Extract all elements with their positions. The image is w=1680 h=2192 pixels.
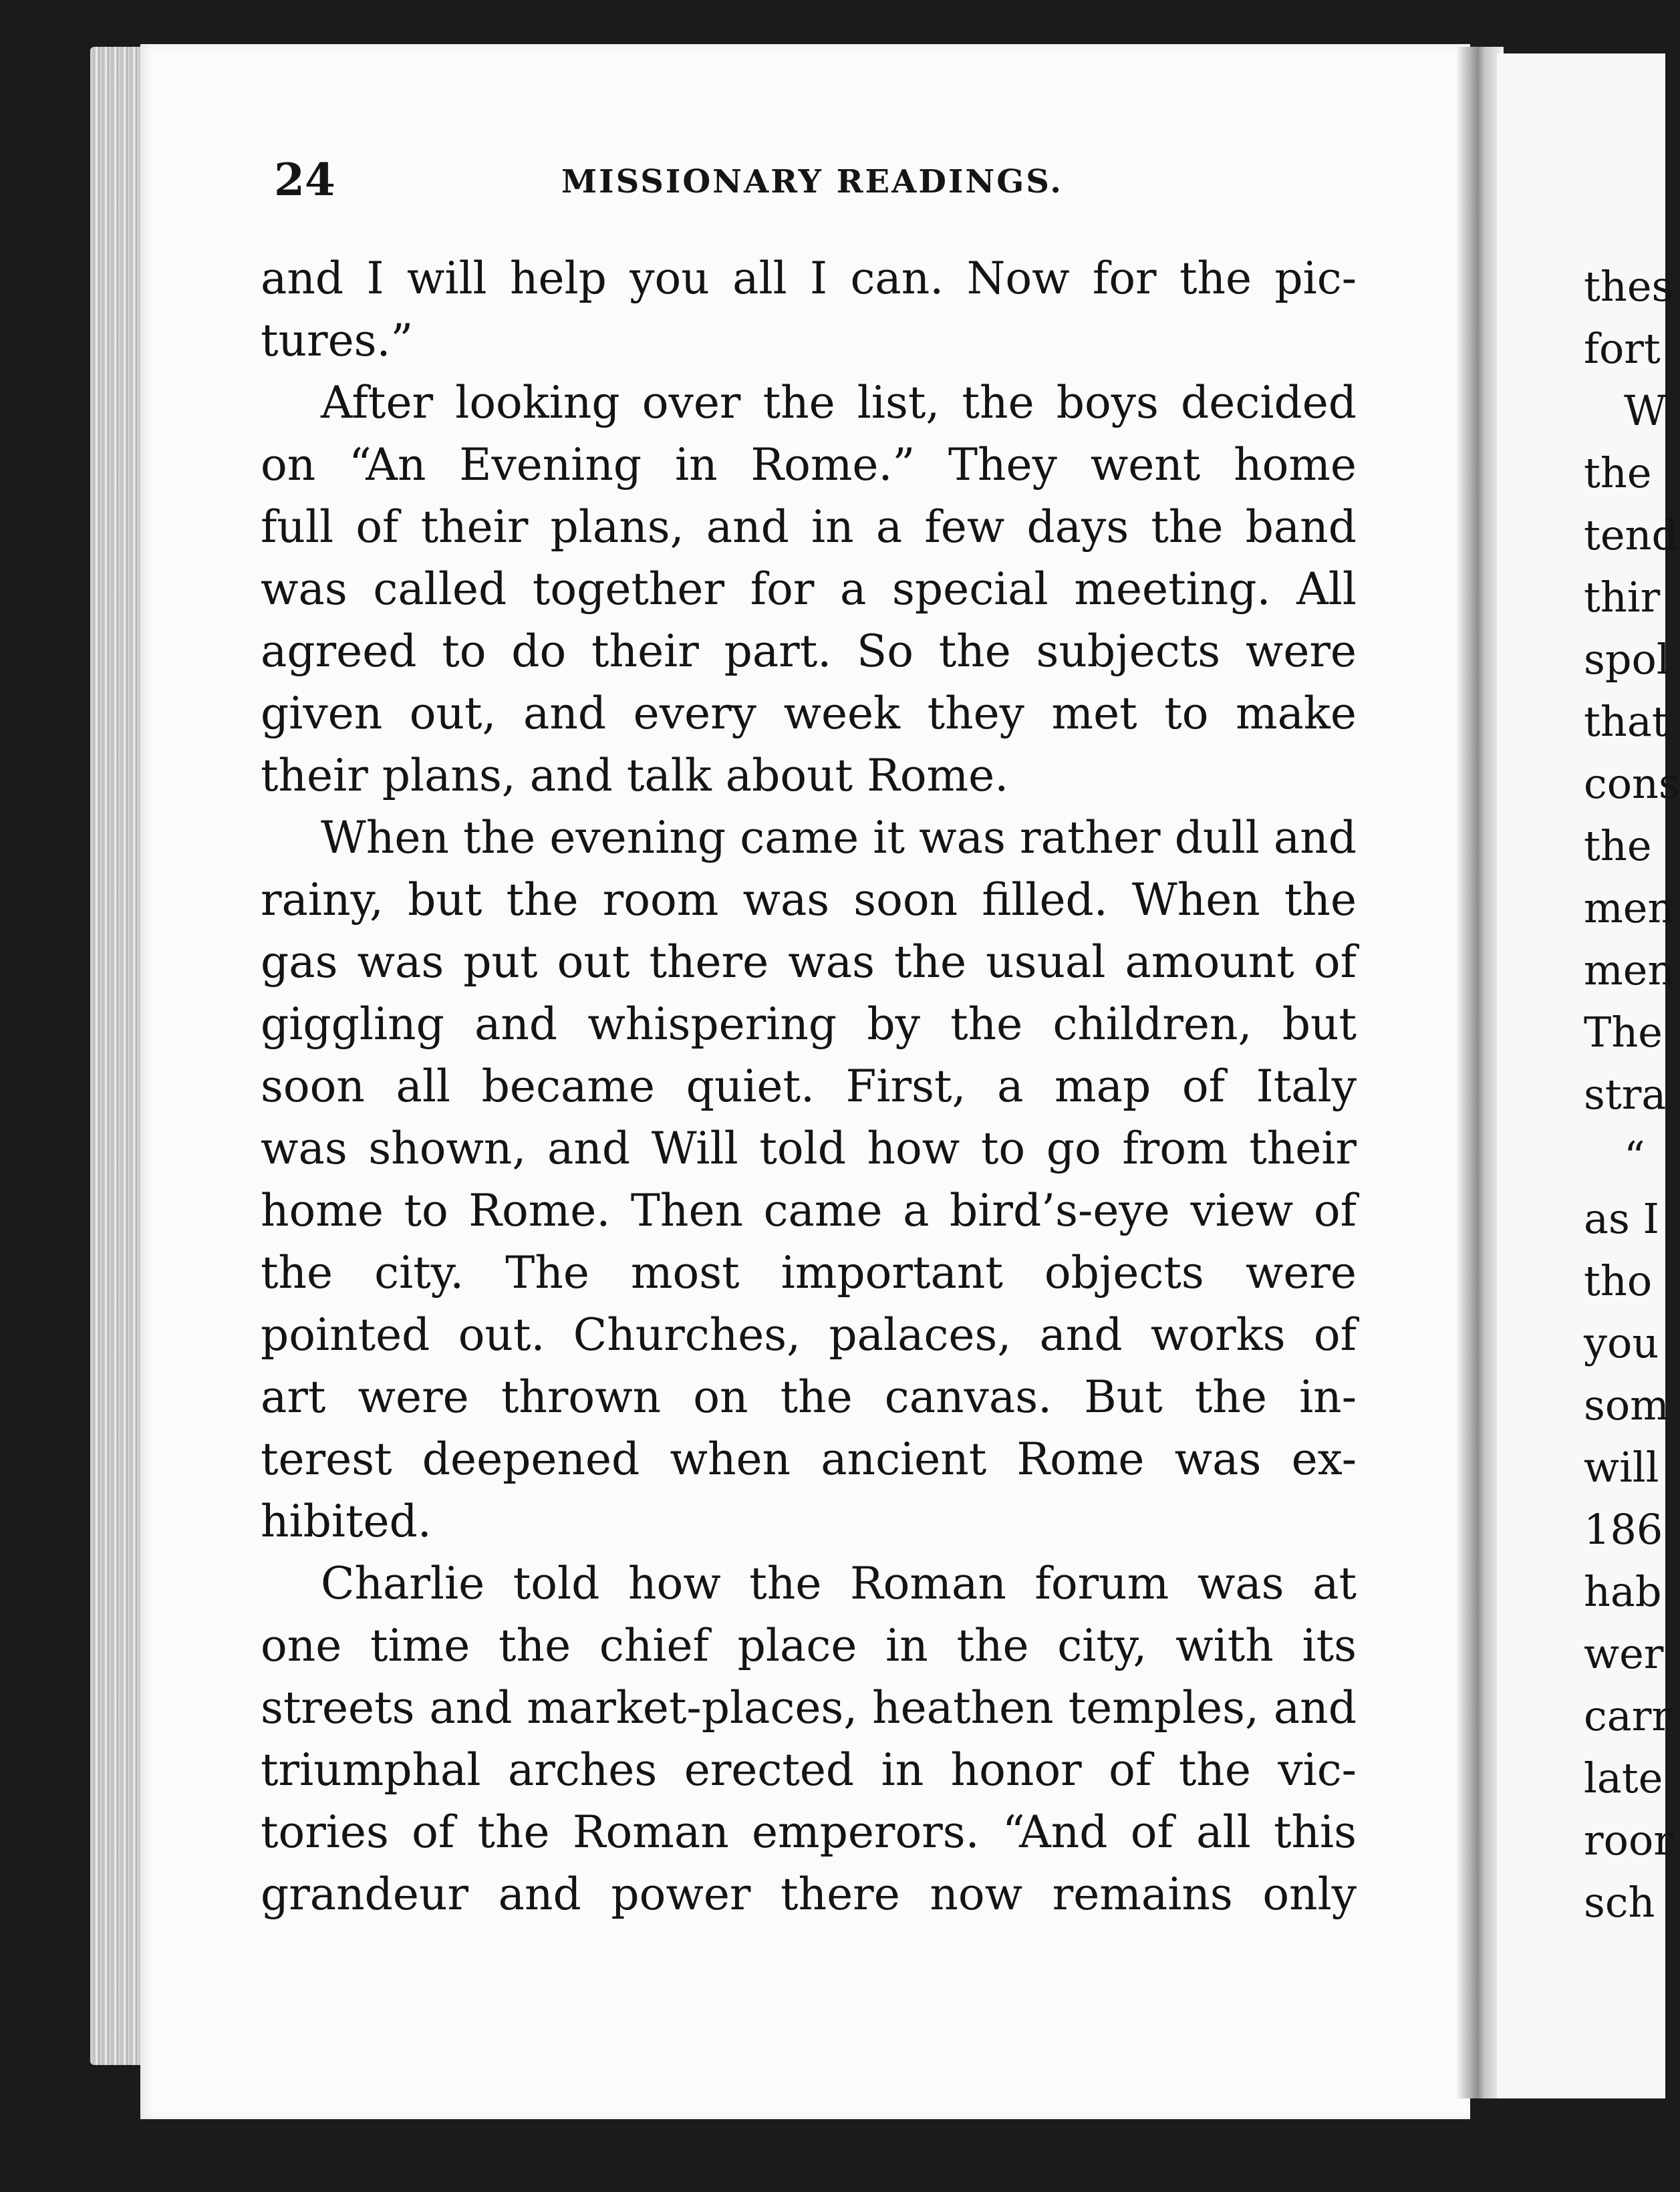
text-line: was called together for a special meeting. All [261,563,1357,615]
facing-line: spol [1584,635,1670,684]
text-line: was shown, and Will told how to go from their [261,1123,1357,1174]
text-line: home to Rome. Then came a bird’s-eye view of [261,1185,1357,1236]
facing-line: late [1584,1754,1663,1802]
facing-line: wer [1584,1629,1664,1678]
facing-line: hab [1584,1567,1662,1616]
text-line: on “An Evening in Rome.” They went home [261,439,1357,491]
facing-page-text [1584,255,1680,1933]
facing-line: som [1584,1381,1669,1429]
facing-line: carr [1584,1691,1671,1740]
text-line: art were thrown on the canvas. But the in- [261,1371,1357,1423]
facing-line: thir [1584,573,1661,622]
facing-line: tho [1584,1256,1653,1305]
facing-line: roor [1584,1816,1673,1865]
facing-line: tend [1584,511,1679,559]
facing-line: as I [1584,1194,1659,1243]
facing-line: fort [1584,324,1661,373]
text-line: pointed out. Churches, palaces, and works of [261,1309,1357,1361]
text-line: Charlie told how the Roman forum was at [321,1558,1357,1609]
facing-line: you [1584,1319,1659,1367]
text-line: and I will help you all I can. Now for the pic- [261,253,1357,304]
facing-line: stra [1584,1070,1667,1119]
text-line: gas was put out there was the usual amount of [261,936,1357,988]
body-text [261,247,1357,1925]
page-number: 24 [274,154,335,206]
text-line: rainy, but the room was soon filled. When the [261,874,1357,926]
facing-line: The [1584,1008,1663,1057]
text-line: their plans, and talk about Rome. [261,750,1009,801]
facing-line: men [1584,946,1675,994]
facing-line: “ [1624,1132,1645,1181]
text-line: one time the chief place in the city, with its [261,1620,1357,1671]
facing-line: W [1624,386,1667,435]
text-line: tures.” [261,315,414,366]
text-line: tories of the Roman emperors. “And of all this [261,1806,1357,1858]
text-line: full of their plans, and in a few days the band [261,501,1357,553]
facing-line: cons [1584,759,1680,808]
facing-line: the [1584,821,1652,870]
page-stack-edge [90,47,144,2065]
text-line: terest deepened when ancient Rome was ex- [261,1433,1357,1485]
facing-line: that [1584,697,1669,746]
running-head: MISSIONARY READINGS. [561,163,1063,200]
text-line: given out, and every week they met to make [261,688,1357,739]
text-line: agreed to do their part. So the subjects were [261,626,1357,677]
facing-line: will [1584,1443,1659,1492]
text-line: the city. The most important objects were [261,1247,1357,1298]
facing-line: sch [1584,1878,1655,1927]
text-line: When the evening came it was rather dull and [321,812,1357,863]
facing-line: the [1584,448,1652,497]
text-line: triumphal arches erected in honor of the vic- [261,1744,1357,1796]
facing-line: 186 [1584,1505,1663,1554]
facing-line: thes [1584,262,1673,311]
facing-line: men [1584,883,1675,932]
text-line: grandeur and power there now remains only [261,1869,1357,1920]
text-line: streets and market-places, heathen temples, and [261,1682,1357,1734]
text-line: soon all became quiet. First, a map of Italy [261,1061,1357,1112]
page-header [274,154,1357,214]
text-line: hibited. [261,1496,432,1547]
text-line: giggling and whispering by the children, but [261,998,1357,1050]
text-line: After looking over the list, the boys decided [321,377,1357,428]
